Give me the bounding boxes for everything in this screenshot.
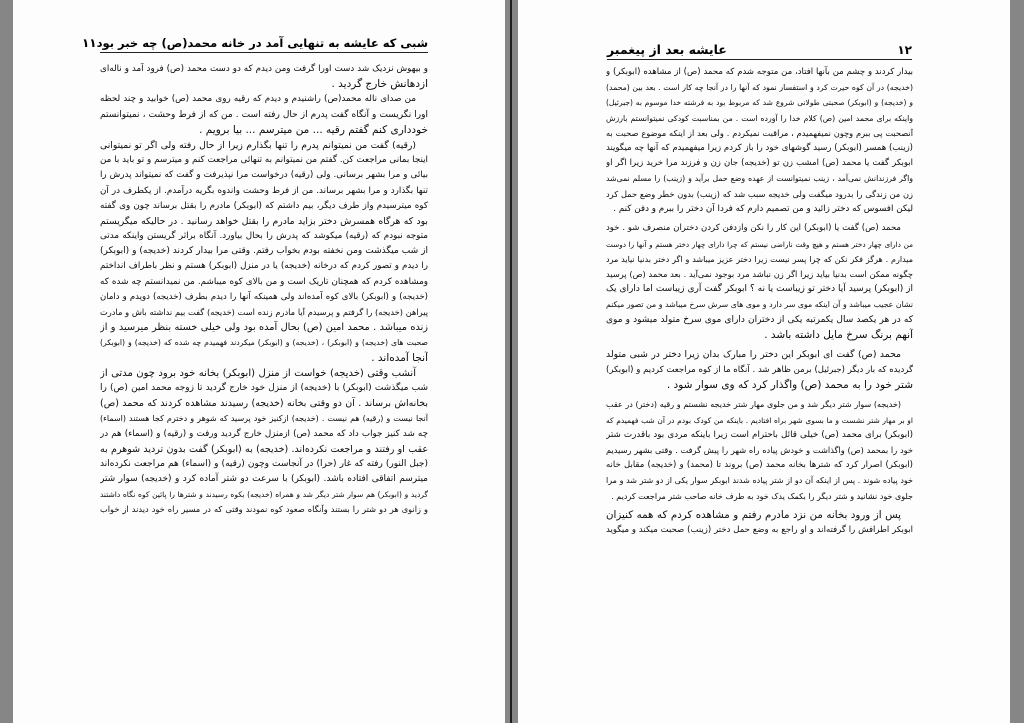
page-text [100,62,428,518]
text-line: واینکه برای محمد امین (ص) کلام خدا را آورده است . من بمناسبت کودکی نمیتوانستم بارزش [606,113,913,123]
book-page-left [13,0,505,723]
text-line: (ابوبکر) اصرار کرد که شترها بخانه محمد (ص) بروند تا (محمد) و (خدیجه) مقابل خانه [606,460,913,471]
text-line: شب میگذشت (ابوبکر) با (خدیجه) از منزل خود خارج گردید تا زوجه محمد امین (ص) را [100,382,428,393]
text-line: (خدیجه) و (ابوبکر) بالای کوه آمده‌اند ولی همینکه آنها را دیدم بطرف (خدیجه) دویدم و دامان [100,291,428,302]
text-line: چگونه ممکن است بدنیا بیاید زیرا اگر زن نباشد مرد بوجود نمی‌آید . بعد محمد (ص) پرسید [606,268,913,279]
text-line: آنهم برنگ سرخ مایل داشته باشد . [764,328,913,341]
text-line: او بر مهار شتر نشست و ما بسوی شهر براه افتادیم . باینکه من کودک بودم در آن شب فهمیدم که [606,415,913,425]
text-line: از شب میگذشت ومن نخفته بودم بخواب رفتم. وقتی مرا بیدار کردند (خدیجه) و (ابوبکر) [100,246,428,257]
text-line: خود پیاده شوند . پس از اینکه آن دو از شتر پیاده شدند ابوبکر سوار یکی از دو شتر شد و مرا [606,476,913,486]
text-line: از (ابوبکر) پرسید آیا دختر تو زیباست یا نه ؟ ابوبکر گفت آری زیباست اما دارای یک [606,284,913,295]
text-line: اینجا بمانی مراجعت کن. گفتم من نمیتوانم به تنهائی مراجعت کنم و میترسم و تو باید با من [100,155,428,166]
running-head [607,41,912,60]
text-line: نشان عجیب میباشد و آن اینکه موی سر دارد و موی های سرش سرخ میباشد و من تصور میکنم [606,300,913,310]
text-line: و زانوی هر دو شتر را بستند وآنگاه صعود کوه نمودند وقتی که در مسیر راه خود دیدند از خواب [100,504,428,515]
text-line: را دیدم و تصور کردم که درخانه (خدیجه) یا در منزل (ابوبکر) هستم و نظر باطراف انداختم [100,261,428,272]
text-line: لیکن افسوس که دختر زائید و من تصمیم دارم که فردا آن دختر را ببرم و دفن کنم . [613,203,913,214]
text-line: خودداری کنم گفتم رقیه ... من میترسم ... بیا برویم . [199,123,428,136]
text-line: گردیده که بار دیگر (جبرئیل) برمن ظاهر شد . آنگاه ما از کوه مراجعت کردیم و (ابوبکر) [606,364,913,375]
page-number: ۱۱ [81,36,97,50]
text-line: میترسم اتفاقی افتاده باشد. (ابوبکر) با سرعت دو شتر آماده کرد و (خدیجه) سوار شتر [100,474,428,485]
text-line: تنها بگذارد و مرا بشهر برساند. من از فرط وحشت واندوه بگریه درآمدم. از یکطرف در آن [100,185,428,196]
page-text [606,65,913,539]
page-number: ۱۲ [897,43,912,57]
text-line: زنده میباشد . محمد امین (ص) بحال آمده بود ولی خیلی خسته بنظر میرسید و از [100,322,428,334]
text-line: محمد (ص) گفت ای ابوبکر این دختر را مبارک بدان زیرا دختر در شبی متولد [606,349,901,361]
text-line: (خدیجه) سوار شتر دیگر شد و من جلوی مهار شتر خدیجه نشستم و رقیه (دختر) در عقب [606,400,901,410]
paragraph [100,366,428,518]
text-line: خود را بمحمد (ص) واگذاشت و خودش پیاده راه شهر را پیش گرفت . وقتی بشهر رسیدیم [606,445,913,455]
book-title: عایشه بعد از پیغمبر [607,42,727,57]
paragraph [100,92,428,138]
paragraph [100,62,428,92]
text-line: ابوبکر اطرافش را گرفته‌اند و او راجع به وضع حمل دختر (زینب) صحبت میکند و میگوید [606,525,913,536]
text-line: محمد (ص) گفت یا (ابوبکر) این کار را نکن وازدفن کردن دختران منصرف شو . خود [606,223,901,234]
text-line: و (خدیجه) و (ابوبکر) صحبتی طولانی شروع شد که مربوط بود به فرشته خدا موسوم به (جبرئیل) [606,98,913,108]
paragraph [606,508,913,538]
text-line: اورا نگریست و آنگاه گفت پدرم از حال رفته است . من که از فرط وحشت ، نمیتوانستم [100,109,428,120]
chapter-title: شبی که عایشه به تنهایی آمد در خانه محمد(ص) چه خبر بود [96,36,428,50]
text-line: من دارای چهار دختر هستم و هیچ وقت ناراضی نیستم که چرا دارای چهار دختر هستم و آنها را دوست [606,239,913,249]
text-line: واگر فرزندانش نمی‌آمد ، زینب نمیتوانست از عهده وضع حمل برآید و (زینب) را مسلم نمی‌شد [606,174,913,184]
paragraph [606,221,913,343]
text-line: من صدای ناله محمد(ص) راشنیدم و دیدم که رقیه روی محمد (ص) خوابید و چند لحظه [100,94,416,105]
text-line: آنصحبت پی ببرم وچون نمیفهمیدم ، مراقبت نمیکردم . ولی بعد از اینکه موضوع صحبت به [606,127,913,138]
paragraph [606,347,913,393]
text-line: عقب او رفتند و مراجعت نکرده‌اند. (خدیجه) به (ابوبکر) گفت بدون تردید شوهرم به [100,443,428,455]
paragraph [606,65,913,217]
text-line: گردید و (ابوبکر) هم سوار شتر دیگر شد و همراه (خدیجه) بکوه رسیدند و شترها را پائین کوه نگاه داشتند [100,490,428,500]
paragraph [606,397,913,503]
text-line: و بیهوش نزدیک شد دست اورا گرفت ومن دیدم که دو دست محمد (ص) فرود آمد و ناله‌ای [100,64,428,74]
text-line: (ابوبکر) برای محمد (ص) خیلی قائل باحترام است زیرا باینکه مردی بود باقدرت شتر [606,429,913,440]
text-line: متوجه نبودم که (رقیه) میکوشد که پدرش را بحال بیاورد. آنگاه براثر گریستن واینکه مدتی [100,231,428,242]
text-line: زن من زندگی را بدرود میگفت ولی خدیجه سبب شد که (زینب) بدون خطر وضع حمل کرد [606,188,913,199]
page-gutter [510,0,512,723]
running-head [81,34,428,53]
paragraph [100,138,428,366]
text-line: که در هر یکصد سال یکمرتبه یکی از دختران دارای موی سرخ متولد میشود و موی [606,314,913,325]
book-page-right [518,0,1010,723]
text-line: پیراهن (خدیجه) را گرفتم و پرسیدم آیا مادرم زنده است (خدیجه) گفت بیم نداشته باش و مادرت [100,307,428,317]
text-line: پس از ورود بخانه من نزد مادرم رفتم و مشاهده کردم که همه کنیزان [606,509,901,522]
text-line: شتر خود را به محمد (ص) واگذار کرد که وی سوار شود . [666,378,913,391]
text-line: (جبل النور) رفته که غار (حرا) در آنجاست وچون (رقیه) و (اسماء) هم مراجعت نکرده‌اند [100,458,428,469]
text-line: (خدیجه) در آن کوه حیرت کرد و استفسار نمود که آنها را در آنجا چه کار است . بعد بین (محمد) [606,83,913,93]
text-line: ابوبکر گفت یا محمد (ص) امشب زن تو (خدیجه) جان زن و فرزند مرا خرید زیرا اگر او [606,158,913,169]
text-line: ازدهانش خارج گردید . [331,78,428,91]
text-line: جلوی خود نشانید و شتر دیگر را بکمک یدک خود به طرف خانه صاحب شتر مراجعت کردیم . [611,491,913,501]
text-line: بیدار کردند و چشم من بآنها افتاد، من متوجه شدم که محمد (ص) از مشاهده (ابوبکر) و [606,67,913,77]
text-line: بیائی و مرا بشهر برسانی. ولی (رقیه) درخواست مرا نپذیرفت و گفت که نمیتواند پدرش را [100,170,428,181]
text-line: (رقیه) گفت من نمیتوانم پدرم را تنها بگذارم زیرا از حال رفته ولی اگر تو نمیتوانی [100,139,416,151]
text-line: (زینب) همسر (ابوبکر) رسید گوشهای خود را باز کردم زیرا میفهمیدم که آنها چه میگویند [606,142,913,153]
text-line: صحبت های (خدیجه) و (ابوبکر) ، (خدیجه) و (ابوبکر) میکردند فهمیدم چه شده که (خدیجه) و (ابوبکر) [100,338,428,348]
text-line: میدارم . هرگز فکر نکن که چرا پسر نیست زیرا دختر عزیز میباشد و اگر دختر بدنیا نیاید مرد [606,254,913,264]
text-line: آنجا آمده‌اند . [371,351,428,364]
text-line: آنشب وقتی (خدیجه) خواست از منزل (ابوبکر) بخانه خود برود چون مدتی از [100,367,416,379]
text-line: بخانه‌اش برساند . آن دو وقتی بخانه (خدیجه) رسیدند مشاهده کردند که محمد (ص) [100,398,428,410]
text-line: آنجا نیست و (رقیه) هم نیست . (خدیجه) ازکنیز خود پرسید که شوهر و دخترم کجا هستند (اسماء) [100,414,428,424]
text-line: ومشاهده کردم که همچنان تاریک است و من بالای کوه میباشم. من نمیدانستم چه شده که [100,276,428,287]
text-line: چه شد کنیز جواب داد که محمد (ص) ازمنزل خارج گردید ورفت و (رقیه) و (اسماء) هم در [100,428,428,439]
text-line: کوه میترسیدم واز طرف دیگر، بیم داشتم که (ابوبکر) مادرم را بقتل برساند چون وی گفته [100,200,428,211]
text-line: بود که هرگاه همسرش دختر بزاید مادرم را بقتل خواهد رسانید . در حالیکه میگریستم [100,215,428,227]
